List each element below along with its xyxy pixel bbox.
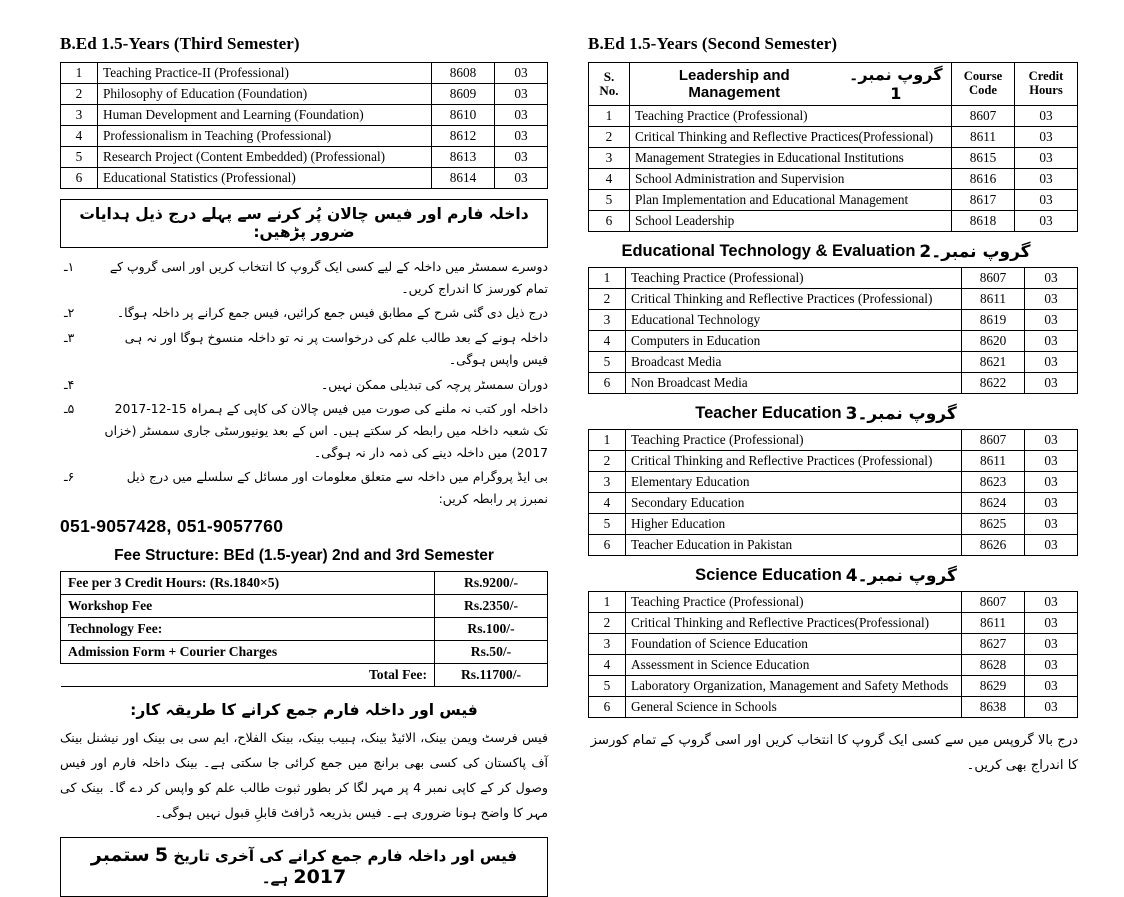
- list-item: [60, 302, 548, 324]
- credit-hours: 03: [1025, 310, 1078, 331]
- deadline-suffix: ہے۔: [261, 869, 289, 888]
- instruction-text: بی ایڈ پروگرام میں داخلہ سے متعلق معلومات اور مسائل کے سلسلے میں درج ذیل نمبرز پر رابطہ کریں:: [126, 469, 548, 507]
- table-row: [589, 676, 1078, 697]
- course-code: 8629: [962, 676, 1025, 697]
- group-1-header: [589, 63, 1078, 106]
- group-selection-footnote: درج بالا گروپس میں سے کسی ایک گروپ کا انتخاب کریں اور اسی گروپ کے تمام کورسز کا اندراج بھی کریں۔: [590, 733, 1078, 774]
- credit-hours: 03: [1015, 148, 1078, 169]
- second-semester-title: B.Ed 1.5-Years (Second Semester): [588, 34, 838, 53]
- group-4-body: [589, 592, 1078, 718]
- instruction-text: دوسرے سمسٹر میں داخلہ کے لیے کسی ایک گروپ کا انتخاب کریں اور اسی گروپ کے تمام کورسز کا اندراج کریں۔: [109, 259, 548, 296]
- group-4-title-english: Science Education: [695, 566, 842, 584]
- left-column: [60, 34, 548, 889]
- row-number: 2: [61, 84, 98, 105]
- course-title: Teaching Practice (Professional): [626, 592, 962, 613]
- list-item: [60, 256, 548, 299]
- course-title: Higher Education: [626, 514, 962, 535]
- row-number: 4: [61, 126, 98, 147]
- course-code: 8615: [952, 148, 1015, 169]
- credit-hours: 03: [1025, 352, 1078, 373]
- credit-hours: 03: [495, 105, 548, 126]
- sn-header: [589, 63, 630, 106]
- procedure-title: فیس اور داخلہ فارم جمع کرانے کا طریقہ کار:: [130, 700, 478, 719]
- group-2-heading: [588, 241, 1078, 262]
- fee-structure-title: Fee Structure: BEd (1.5-year) 2nd and 3rd Semester: [114, 546, 494, 564]
- row-number: 3: [589, 310, 626, 331]
- row-number: 6: [589, 373, 626, 394]
- deadline-box: [60, 837, 548, 897]
- group-3-title-english: Teacher Education: [695, 404, 842, 422]
- row-number: 1: [589, 430, 626, 451]
- row-number: 5: [589, 352, 626, 373]
- row-number: 4: [589, 493, 626, 514]
- row-number: 6: [61, 168, 98, 189]
- course-title: Elementary Education: [626, 472, 962, 493]
- row-number: 1: [589, 106, 630, 127]
- list-item: [60, 374, 548, 396]
- contact-phone-numbers: 051-9057428, 051-9057760: [60, 515, 284, 536]
- row-number: 2: [589, 127, 630, 148]
- group-3-title-urdu: گروپ نمبر۔3: [845, 404, 957, 424]
- group-4-title-urdu: گروپ نمبر۔4: [845, 566, 957, 586]
- course-title: Research Project (Content Embedded) (Professional): [98, 147, 432, 168]
- instruction-marker: ۲ـ: [64, 305, 75, 321]
- table-row: [589, 493, 1078, 514]
- table-row: [61, 105, 548, 126]
- table-row: [61, 126, 548, 147]
- credit-hours: 03: [1015, 127, 1078, 148]
- fee-amount: Rs.9200/-: [435, 571, 548, 594]
- third-semester-title: B.Ed 1.5-Years (Third Semester): [60, 34, 300, 53]
- table-row: [589, 289, 1078, 310]
- deadline-day: 5: [154, 844, 169, 867]
- table-row: [589, 472, 1078, 493]
- row-number: 1: [61, 63, 98, 84]
- credit-hours: 03: [495, 168, 548, 189]
- total-fee-amount: Rs.11700/-: [435, 663, 548, 686]
- row-number: 1: [589, 268, 626, 289]
- credit-hours: 03: [1015, 190, 1078, 211]
- group-2-title-urdu: گروپ نمبر۔2: [919, 242, 1031, 262]
- credit-hours: 03: [1025, 592, 1078, 613]
- group-1-title-english: Leadership and Management: [678, 67, 790, 101]
- third-semester-table: [60, 62, 548, 189]
- course-code: 8627: [962, 634, 1025, 655]
- table-row: [61, 147, 548, 168]
- right-column: [588, 34, 1078, 784]
- table-row: [61, 594, 548, 617]
- course-code: 8626: [962, 535, 1025, 556]
- row-number: 3: [589, 634, 626, 655]
- credit-hours: 03: [1025, 331, 1078, 352]
- table-row: [589, 310, 1078, 331]
- table-row: [61, 571, 548, 594]
- table-row: [589, 514, 1078, 535]
- table-row: [589, 592, 1078, 613]
- table-header-row: [589, 63, 1078, 106]
- table-row: [589, 106, 1078, 127]
- credit-hours-header: [1015, 63, 1078, 106]
- credit-hours: 03: [1015, 169, 1078, 190]
- group-3-table: [588, 429, 1078, 556]
- fee-structure-body: [61, 571, 548, 686]
- course-title: Teaching Practice (Professional): [626, 268, 962, 289]
- course-title: Professionalism in Teaching (Professional): [98, 126, 432, 147]
- instruction-marker: ۴ـ: [64, 376, 75, 392]
- course-title: Critical Thinking and Reflective Practices (Professional): [626, 451, 962, 472]
- course-title: General Science in Schools: [626, 697, 962, 718]
- fee-structure-table: [60, 571, 548, 687]
- fee-amount: Rs.50/-: [435, 640, 548, 663]
- instructions-list: [60, 256, 548, 510]
- course-title: Teacher Education in Pakistan: [626, 535, 962, 556]
- group-2-title-english: Educational Technology & Evaluation: [621, 242, 916, 260]
- row-number: 1: [589, 592, 626, 613]
- credit-hours: 03: [1025, 289, 1078, 310]
- credit-hours: 03: [495, 147, 548, 168]
- course-code: 8612: [432, 126, 495, 147]
- course-title: Assessment in Science Education: [626, 655, 962, 676]
- course-code: 8623: [962, 472, 1025, 493]
- course-code: 8624: [962, 493, 1025, 514]
- table-row: [589, 169, 1078, 190]
- course-code: 8607: [962, 592, 1025, 613]
- table-row: [589, 430, 1078, 451]
- table-row: [61, 617, 548, 640]
- course-title: Educational Statistics (Professional): [98, 168, 432, 189]
- course-code: 8638: [962, 697, 1025, 718]
- instruction-text: درج ذیل دی گئی شرح کے مطابق فیس جمع کرائیں، فیس جمع کرانے پر داخلہ ہوگا۔: [116, 305, 548, 321]
- course-code-header: [952, 63, 1015, 106]
- course-title: Foundation of Science Education: [626, 634, 962, 655]
- row-number: 4: [589, 331, 626, 352]
- row-number: 5: [589, 514, 626, 535]
- course-code: 8611: [962, 451, 1025, 472]
- course-title: Critical Thinking and Reflective Practices(Professional): [630, 127, 952, 148]
- fee-label: Fee per 3 Credit Hours: (Rs.1840×5): [61, 571, 435, 594]
- row-number: 2: [589, 289, 626, 310]
- table-row: [589, 190, 1078, 211]
- deadline-prefix: فیس اور داخلہ فارم جمع کرانے کی آخری تاریخ: [173, 847, 518, 866]
- instruction-text: دوران سمسٹر پرچہ کی تبدیلی ممکن نہیں۔: [320, 376, 548, 392]
- course-title: Critical Thinking and Reflective Practices(Professional): [626, 613, 962, 634]
- instruction-marker: ۶ـ: [64, 469, 75, 485]
- course-title: Human Development and Learning (Foundation): [98, 105, 432, 126]
- credit-hours-header-line2: Hours: [1029, 83, 1063, 97]
- credit-hours: 03: [1025, 268, 1078, 289]
- course-title: Secondary Education: [626, 493, 962, 514]
- course-code-header-line1: Course: [963, 69, 1003, 84]
- course-code: 8611: [952, 127, 1015, 148]
- credit-hours: 03: [1025, 676, 1078, 697]
- course-title: Teaching Practice (Professional): [626, 430, 962, 451]
- credit-hours: 03: [1025, 613, 1078, 634]
- table-row: [589, 697, 1078, 718]
- fee-label: Admission Form + Courier Charges: [61, 640, 435, 663]
- course-code: 8611: [962, 613, 1025, 634]
- instruction-text: داخلہ ہونے کے بعد طالب علم کی درخواست پر نہ تو داخلہ منسوخ ہوگا اور نہ ہی فیس واپس ہوگی۔: [124, 330, 548, 367]
- row-number: 4: [589, 655, 626, 676]
- course-code: 8617: [952, 190, 1015, 211]
- course-code: 8628: [962, 655, 1025, 676]
- course-code: 8607: [962, 268, 1025, 289]
- course-title: Teaching Practice-II (Professional): [98, 63, 432, 84]
- course-title: Laboratory Organization, Management and Safety Methods: [626, 676, 962, 697]
- group-1-heading: [630, 63, 952, 106]
- credit-hours: 03: [1025, 451, 1078, 472]
- row-number: 6: [589, 211, 630, 232]
- group-1-table: [588, 62, 1078, 232]
- instruction-marker: ۵ـ: [64, 401, 75, 417]
- group-2-body: [589, 268, 1078, 394]
- credit-hours: 03: [1025, 373, 1078, 394]
- course-code: 8608: [432, 63, 495, 84]
- total-fee-label: Total Fee:: [61, 663, 435, 686]
- list-item: [60, 466, 548, 509]
- table-row: [589, 127, 1078, 148]
- course-code: 8611: [962, 289, 1025, 310]
- instruction-text: داخلہ اور کتب نہ ملنے کی صورت میں فیس چالان کی کاپی کے ہمراہ 15-12-2017 تک شعبہ داخلہ میں رابطہ کر سکتے ہیں۔ اس کے بعد یونیورسٹی جاری سمسٹر (خزاں 2017) میں داخلہ دینے کی ذمہ دار نہ ہوگی۔: [104, 401, 548, 460]
- table-row: [61, 168, 548, 189]
- credit-hours: 03: [1025, 535, 1078, 556]
- course-title: School Administration and Supervision: [630, 169, 952, 190]
- course-code: 8610: [432, 105, 495, 126]
- deadline-month-year: ستمبر 2017: [90, 844, 347, 889]
- row-number: 4: [589, 169, 630, 190]
- instruction-marker: ۱ـ: [64, 259, 75, 274]
- row-number: 6: [589, 535, 626, 556]
- credit-hours: 03: [495, 84, 548, 105]
- row-number: 2: [589, 451, 626, 472]
- row-number: 2: [589, 613, 626, 634]
- credit-hours: 03: [1015, 211, 1078, 232]
- group-1-heading-inner: [635, 65, 946, 103]
- credit-hours: 03: [495, 63, 548, 84]
- credit-hours: 03: [1025, 655, 1078, 676]
- row-number: 5: [589, 190, 630, 211]
- table-row: [589, 148, 1078, 169]
- sn-header-line1: S.: [603, 68, 615, 84]
- sn-header-line2: No.: [599, 83, 619, 98]
- course-code: 8607: [962, 430, 1025, 451]
- table-row: [589, 352, 1078, 373]
- group-1-body: [589, 106, 1078, 232]
- course-title: Teaching Practice (Professional): [630, 106, 952, 127]
- row-number: 6: [589, 697, 626, 718]
- course-code: 8619: [962, 310, 1025, 331]
- procedure-text: فیس فرسٹ ویمن بینک، الائیڈ بینک، ہبیب بینک، بینک الفلاح، ایم سی بی بینک اور نیشنل بینک آف پاکستان کی کسی بھی برانچ میں جمع کرائی جا سکتی ہے۔ بینک داخلہ فارم اور فیس وصول کر کے کاپی نمبر 4 پر مہر لگا کر بطور ثبوت طالب علم کو واپس کر دے گا۔ بینک کی مہر کا واضح ہونا ضروری ہے۔ فیس بذریعہ ڈرافٹ قابلِ قبول نہیں ہوگی۔: [60, 729, 548, 821]
- course-code: 8616: [952, 169, 1015, 190]
- fee-amount: Rs.100/-: [435, 617, 548, 640]
- table-row: [589, 373, 1078, 394]
- list-item: [60, 327, 548, 370]
- credit-hours: 03: [1025, 493, 1078, 514]
- instructions-heading: داخلہ فارم اور فیس چالان پُر کرنے سے پہلے درج ذیل ہدایات ضرور پڑھیں:: [60, 199, 548, 248]
- course-code: 8613: [432, 147, 495, 168]
- course-code: 8607: [952, 106, 1015, 127]
- group-3-heading: [588, 403, 1078, 424]
- table-row: [589, 268, 1078, 289]
- credit-hours: 03: [1025, 472, 1078, 493]
- table-row: [589, 211, 1078, 232]
- course-title: Broadcast Media: [626, 352, 962, 373]
- course-code: 8621: [962, 352, 1025, 373]
- credit-hours: 03: [495, 126, 548, 147]
- fee-label: Technology Fee:: [61, 617, 435, 640]
- group-2-table: [588, 267, 1078, 394]
- group-4-heading: [588, 565, 1078, 586]
- credit-hours: 03: [1025, 634, 1078, 655]
- credit-hours: 03: [1015, 106, 1078, 127]
- course-title: Computers in Education: [626, 331, 962, 352]
- row-number: 5: [589, 676, 626, 697]
- credit-hours: 03: [1025, 430, 1078, 451]
- row-number: 5: [61, 147, 98, 168]
- credit-hours: 03: [1025, 514, 1078, 535]
- table-row: [589, 451, 1078, 472]
- course-title: Non Broadcast Media: [626, 373, 962, 394]
- row-number: 3: [589, 472, 626, 493]
- table-row: [61, 640, 548, 663]
- course-code: 8609: [432, 84, 495, 105]
- course-title: Educational Technology: [626, 310, 962, 331]
- course-title: Plan Implementation and Educational Management: [630, 190, 952, 211]
- list-item: [60, 398, 548, 463]
- table-row: [589, 535, 1078, 556]
- row-number: 3: [589, 148, 630, 169]
- third-semester-body: [61, 63, 548, 189]
- row-number: 3: [61, 105, 98, 126]
- fee-amount: Rs.2350/-: [435, 594, 548, 617]
- table-row: [589, 634, 1078, 655]
- course-title: Critical Thinking and Reflective Practices (Professional): [626, 289, 962, 310]
- table-row: [61, 84, 548, 105]
- course-title: School Leadership: [630, 211, 952, 232]
- fee-label: Workshop Fee: [61, 594, 435, 617]
- course-title: Philosophy of Education (Foundation): [98, 84, 432, 105]
- instruction-marker: ۳ـ: [64, 330, 75, 346]
- table-row-total: [61, 663, 548, 686]
- course-code: 8620: [962, 331, 1025, 352]
- credit-hours: 03: [1025, 697, 1078, 718]
- course-code: 8622: [962, 373, 1025, 394]
- course-code-header-line2: Code: [969, 83, 997, 97]
- group-1-title-urdu: گروپ نمبر۔1: [849, 65, 943, 103]
- table-row: [589, 655, 1078, 676]
- course-code: 8614: [432, 168, 495, 189]
- group-3-body: [589, 430, 1078, 556]
- table-row: [589, 613, 1078, 634]
- group-4-table: [588, 591, 1078, 718]
- table-row: [589, 331, 1078, 352]
- credit-hours-header-line1: Credit: [1028, 69, 1064, 84]
- course-title: Management Strategies in Educational Institutions: [630, 148, 952, 169]
- table-row: [61, 63, 548, 84]
- course-code: 8618: [952, 211, 1015, 232]
- course-code: 8625: [962, 514, 1025, 535]
